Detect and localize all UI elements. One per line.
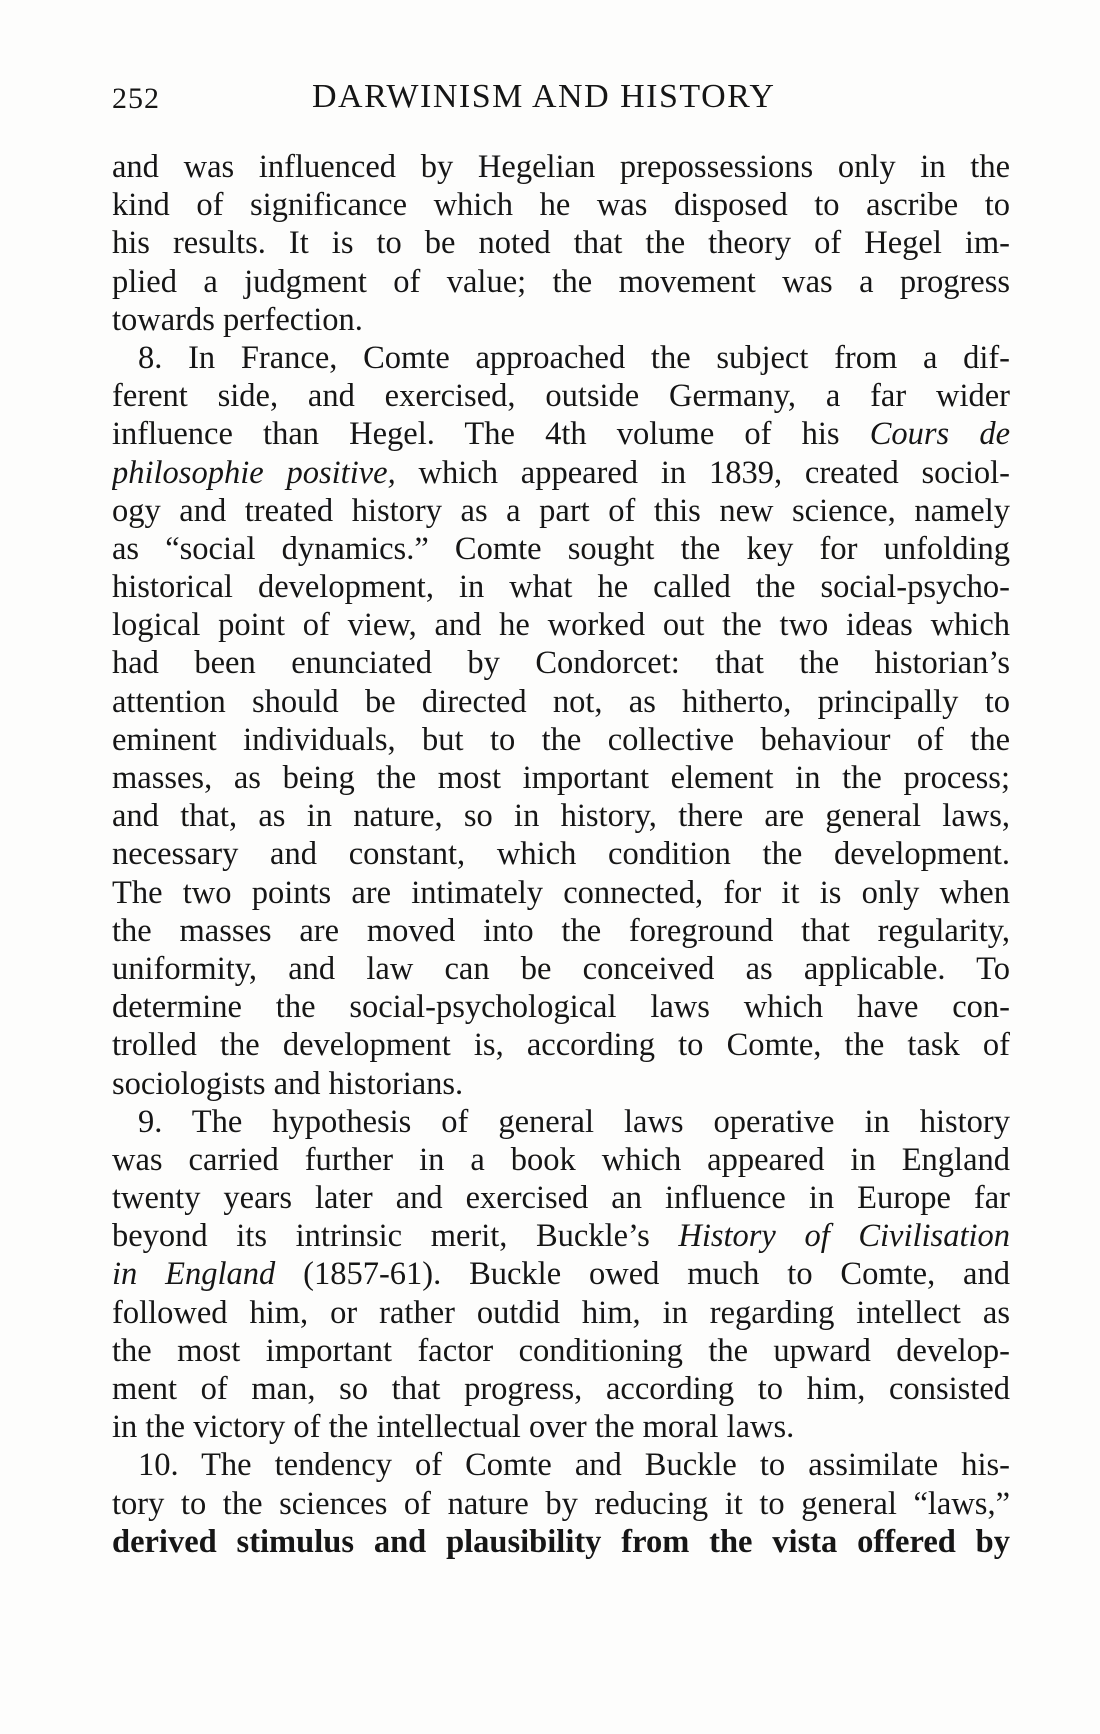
text-line — [112, 835, 1010, 873]
text-line — [112, 1141, 1010, 1179]
text-run: and was influenced by Hegelian prepossessions only in the — [112, 149, 1010, 185]
text-line — [112, 1179, 1010, 1217]
text-run: 10. The tendency of Comte and Buckle to assimilate his- — [138, 1447, 1010, 1484]
text-line — [112, 415, 1010, 453]
text-run: had been enunciated by Condorcet: that the historian’s — [112, 645, 1010, 682]
text-run: 9. The hypothesis of general laws operative in history — [138, 1103, 1010, 1140]
text-line — [112, 1523, 1010, 1561]
text-line — [112, 988, 1010, 1026]
text-line — [112, 797, 1010, 835]
text-run: ferent side, and exercised, outside Germany, a far wider — [112, 378, 1010, 415]
text-line — [112, 339, 1010, 377]
text-line — [112, 1408, 1010, 1446]
text-line — [112, 492, 1010, 530]
text-line — [112, 301, 1010, 339]
text-run: uniformity, and law can be conceived as applicable. To — [112, 950, 1010, 987]
italic-title-text: in England — [112, 1256, 276, 1293]
text-line — [112, 148, 1010, 186]
text-line — [112, 377, 1010, 415]
text-run: ogy and treated history as a part of this new science, namely — [112, 492, 1010, 529]
text-line — [112, 454, 1010, 492]
text-line — [112, 263, 1010, 301]
text-run: tory to the sciences of nature by reducing it to general “laws,” — [112, 1485, 1010, 1522]
italic-title-text: History of Civilisation — [678, 1218, 1010, 1255]
text-line — [112, 1103, 1010, 1141]
text-run: and that, as in nature, so in history, there are general laws, — [112, 798, 1010, 835]
running-title: DARWINISM AND HISTORY — [312, 78, 776, 115]
text-run: followed him, or rather outdid him, in regarding intellect as — [112, 1294, 1010, 1331]
text-run: was carried further in a book which appeared in England — [112, 1141, 1010, 1178]
text-line — [112, 224, 1010, 262]
text-run: historical development, in what he called the social-psycho- — [112, 569, 1010, 606]
text-run: ment of man, so that progress, according to him, consisted — [112, 1371, 1010, 1407]
text-line — [112, 1026, 1010, 1064]
text-line — [112, 1255, 1010, 1293]
italic-title-text: Cours de — [869, 416, 1010, 453]
text-line — [112, 530, 1010, 568]
text-line — [112, 1294, 1010, 1332]
text-run: which appeared in 1839, created sociol- — [395, 454, 1010, 491]
text-run: sociologists and historians. — [112, 1065, 464, 1102]
text-run: his results. It is to be noted that the theory of Hegel im- — [112, 225, 1010, 262]
text-run: necessary and constant, which condition the development. — [112, 836, 1010, 873]
text-line — [112, 1446, 1010, 1484]
text-run: The two points are intimately connected, for it is only when — [112, 874, 1010, 911]
text-run: the most important factor conditioning the upward develop- — [112, 1332, 1010, 1369]
text-run: towards perfection. — [112, 301, 363, 338]
running-head — [112, 78, 1012, 128]
text-run: 8. In France, Comte approached the subject from a dif- — [138, 339, 1010, 376]
text-run: attention should be directed not, as hitherto, principally to — [112, 683, 1010, 720]
text-run: kind of significance which he was disposed to ascribe to — [112, 187, 1010, 224]
text-line — [112, 1332, 1010, 1370]
text-run: eminent individuals, but to the collective behaviour of the — [112, 721, 1010, 758]
text-run: as “social dynamics.” Comte sought the key for unfolding — [112, 530, 1010, 567]
text-run: the masses are moved into the foreground that regularity, — [112, 912, 1010, 949]
text-run: trolled the development is, according to Comte, the task of — [112, 1027, 1010, 1064]
page-number: 252 — [112, 82, 160, 115]
text-line — [112, 1217, 1010, 1255]
text-run: beyond its intrinsic merit, Buckle’s — [112, 1218, 679, 1255]
text-line — [112, 721, 1010, 759]
text-run: logical point of view, and he worked out the two ideas which — [112, 607, 1010, 644]
text-line — [112, 683, 1010, 721]
body-text — [112, 148, 1010, 1561]
text-line — [112, 950, 1010, 988]
text-run: plied a judgment of value; the movement was a progress — [112, 263, 1010, 300]
italic-title-text: philosophie positive, — [112, 454, 396, 491]
text-run: (1857-61). Buckle owed much to Comte, and — [275, 1256, 1010, 1293]
text-run: influence than Hegel. The 4th volume of his — [112, 416, 870, 453]
text-run: masses, as being the most important element in the process; — [112, 760, 1010, 796]
text-run: determine the social-psychological laws which have con- — [112, 989, 1010, 1026]
text-line — [112, 186, 1010, 224]
text-line — [112, 568, 1010, 606]
text-run: twenty years later and exercised an influence in Europe far — [112, 1180, 1010, 1217]
text-line — [112, 874, 1010, 912]
text-line — [112, 1065, 1010, 1103]
text-run: in the victory of the intellectual over the moral laws. — [112, 1409, 795, 1446]
text-run: derived stimulus and plausibility from the vista offered by — [112, 1523, 1010, 1560]
text-line — [112, 644, 1010, 682]
text-line — [112, 912, 1010, 950]
text-line — [112, 606, 1010, 644]
text-line — [112, 759, 1010, 797]
text-line — [112, 1485, 1010, 1523]
text-line — [112, 1370, 1010, 1408]
